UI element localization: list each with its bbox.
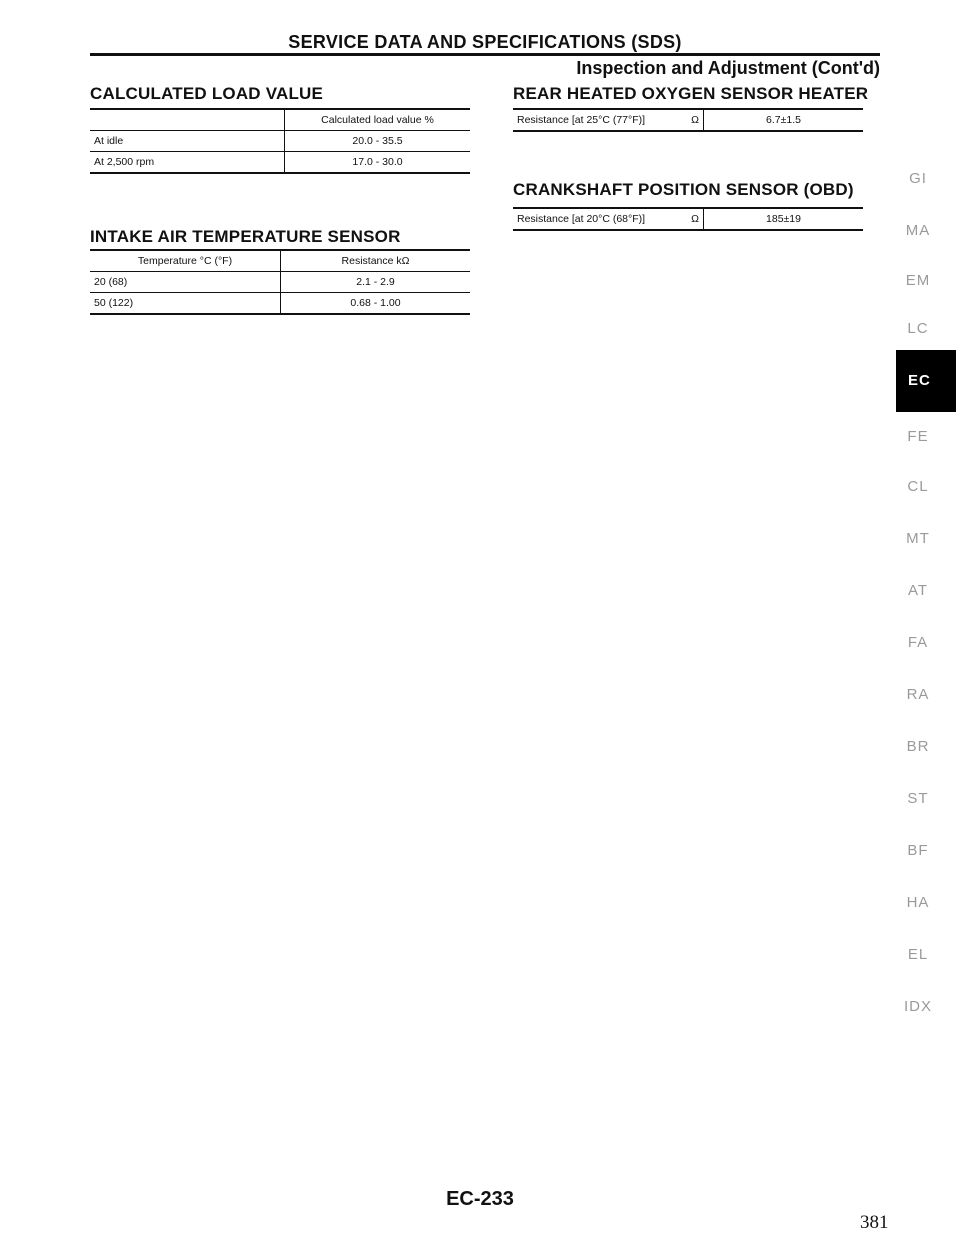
- section-tab-bf[interactable]: BF: [907, 842, 929, 859]
- table-cell: 6.7±1.5: [704, 109, 864, 131]
- section-tab-ha[interactable]: HA: [906, 894, 930, 911]
- table-cell: 50 (122): [90, 293, 281, 315]
- page-subtitle: Inspection and Adjustment (Cont'd): [576, 58, 880, 78]
- section-tab-lc[interactable]: LC: [907, 320, 929, 337]
- table-row: [513, 109, 863, 131]
- page-number: 381: [860, 1212, 889, 1233]
- section-tab-gi[interactable]: GI: [909, 170, 927, 187]
- table-cell: 20 (68): [90, 272, 281, 293]
- header-rule: [90, 53, 880, 56]
- table-cell: 0.68 - 1.00: [281, 293, 471, 315]
- section-tab-fe[interactable]: FE: [907, 428, 929, 445]
- table-cell: Resistance [at 20°C (68°F)]: [517, 213, 646, 225]
- rear-heated-o2-table: [513, 108, 863, 132]
- intake-air-table: [90, 249, 470, 315]
- section-tab-ma[interactable]: MA: [905, 222, 931, 239]
- section-tab-cl[interactable]: CL: [907, 478, 929, 495]
- page-code: EC-233: [446, 1188, 514, 1210]
- table-cell: At idle: [90, 131, 285, 152]
- table-header-cell: Temperature °C (°F): [137, 255, 233, 267]
- section-tab-ra[interactable]: RA: [906, 686, 930, 703]
- table-cell-empty: [90, 109, 285, 131]
- table-row: [90, 152, 470, 174]
- section-tab-fa[interactable]: FA: [907, 634, 929, 651]
- crankshaft-table: [513, 207, 863, 231]
- table-header-cell: Calculated load value %: [285, 109, 471, 131]
- page-title: SERVICE DATA AND SPECIFICATIONS (SDS): [288, 32, 682, 52]
- table-row: [90, 250, 470, 272]
- section-title-intake-air: INTAKE AIR TEMPERATURE SENSOR: [90, 227, 401, 246]
- section-tab-mt[interactable]: MT: [906, 530, 930, 547]
- calculated-load-table: [90, 108, 470, 174]
- section-tab-el[interactable]: EL: [907, 946, 929, 963]
- table-row: [513, 208, 863, 230]
- section-title-calculated-load: CALCULATED LOAD VALUE: [90, 84, 324, 103]
- section-title-crankshaft: CRANKSHAFT POSITION SENSOR (OBD): [513, 180, 854, 199]
- table-cell-unit: Ω: [691, 114, 699, 126]
- section-tab-at[interactable]: AT: [907, 582, 929, 599]
- table-cell: 20.0 - 35.5: [285, 131, 471, 152]
- section-tab-br[interactable]: BR: [906, 738, 930, 755]
- table-cell: Resistance [at 25°C (77°F)]: [517, 114, 646, 126]
- section-tab-ec[interactable]: EC: [896, 350, 956, 412]
- table-cell: At 2,500 rpm: [90, 152, 285, 174]
- table-cell: 185±19: [704, 208, 864, 230]
- table-row: [90, 272, 470, 293]
- table-row: [90, 293, 470, 315]
- section-tab-st[interactable]: ST: [907, 790, 929, 807]
- table-cell: 17.0 - 30.0: [285, 152, 471, 174]
- section-title-rear-heated-o2: REAR HEATED OXYGEN SENSOR HEATER: [513, 84, 869, 103]
- table-header-cell: Resistance kΩ: [281, 250, 471, 272]
- table-cell-unit: Ω: [691, 213, 699, 225]
- table-row: [90, 131, 470, 152]
- table-cell: 2.1 - 2.9: [281, 272, 471, 293]
- section-tab-idx[interactable]: IDX: [903, 998, 932, 1015]
- section-tab-em[interactable]: EM: [905, 272, 931, 289]
- table-row: [90, 109, 470, 131]
